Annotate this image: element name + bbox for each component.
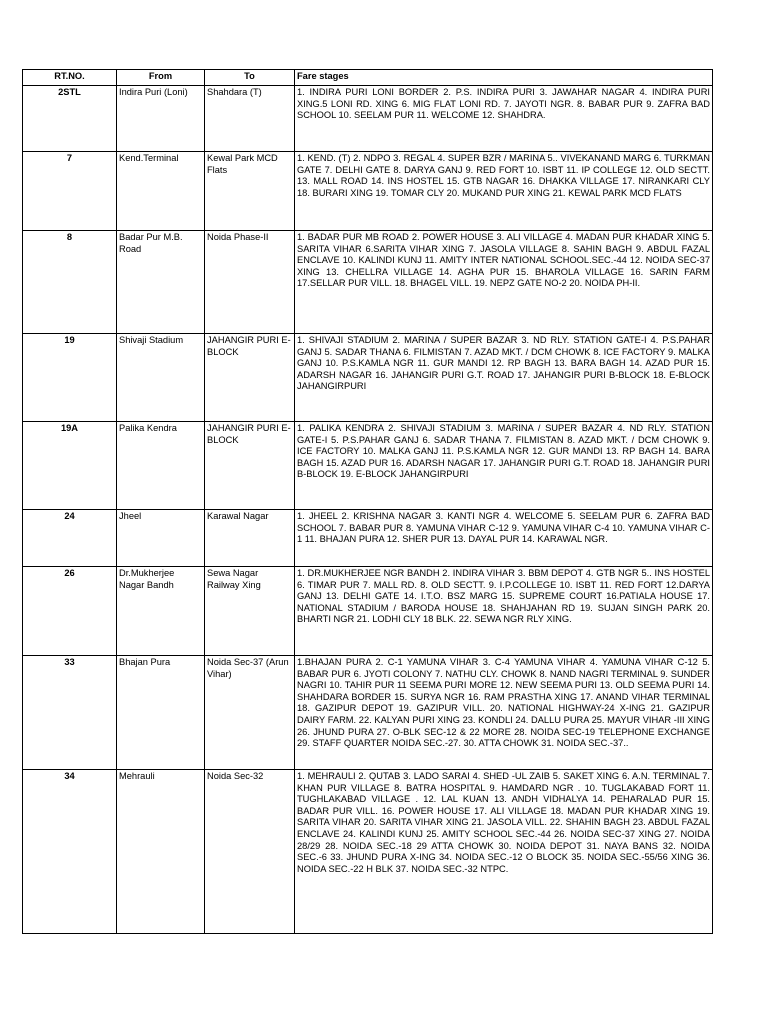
- route-to: Shahdara (T): [205, 86, 295, 152]
- table-row: [23, 86, 713, 152]
- route-number: 24: [23, 510, 117, 567]
- route-number: 7: [23, 152, 117, 231]
- route-to: JAHANGIR PURI E-BLOCK: [205, 422, 295, 510]
- route-to: Noida Sec-37 (Arun Vihar): [205, 656, 295, 770]
- route-fare-stages: 1. JHEEL 2. KRISHNA NAGAR 3. KANTI NGR 4. WELCOME 5. SEELAM PUR 6. ZAFRA BAD SCHOOL 7. BABAR PUR 8. YAMUNA VIHAR C-12 9. YAMUNA VIHAR C-4 10. YAMUNA VIHAR C-1 11. BHAJAN PURA 12. SHER PUR 13. DAYAL PUR 14. KARAWAL NGR.: [295, 510, 713, 567]
- header-fare-stages: Fare stages: [295, 70, 713, 86]
- route-fare-stages: 1. PALIKA KENDRA 2. SHIVAJI STADIUM 3. MARINA / SUPER BAZAR 4. ND RLY. STATION GATE-I 5. P.S.PAHAR GANJ 6. SADAR THANA 7. FILMISTAN 8. AZAD MKT. / DCM CHOWK 9. ICE FACTORY 10. MALKA GANJ 11. P.S.KAMLA NGR 12. GUR MANDI 13. RP BAGH 14. BARA BAGH 15. AZAD PUR 16. ADARSH NAGAR 17. JAHANGIR PURI G.T. ROAD 18. JAHANGIR PURI B-BLOCK 19. E-BLOCK JAHANGIRPURI: [295, 422, 713, 510]
- route-fare-table: [22, 69, 713, 934]
- table-row: [23, 770, 713, 934]
- route-from: Indira Puri (Loni): [117, 86, 205, 152]
- route-number: 8: [23, 231, 117, 334]
- table-row: [23, 510, 713, 567]
- route-from: Palika Kendra: [117, 422, 205, 510]
- table-row: [23, 656, 713, 770]
- route-fare-stages: 1. DR.MUKHERJEE NGR BANDH 2. INDIRA VIHAR 3. BBM DEPOT 4. GTB NGR 5.. INS HOSTEL 6. TIMAR PUR 7. MALL RD. 8. OLD SECTT. 9. I.P.COLLEGE 10. ISBT 11. RED FORT 12.DARYA GANJ 13. DELHI GATE 14. I.T.O. BSZ MARG 15. SUPREME COURT 16.PATIALA HOUSE 17. NATIONAL STADIUM / BARODA HOUSE 18. SHAHJAHAN RD 19. SUJAN SINGH PARK 20. BHARTI NGR 21. LODHI CLY 18 BLK. 22. SEWA NGR RLY XING.: [295, 567, 713, 656]
- route-from: Bhajan Pura: [117, 656, 205, 770]
- header-route-number: RT.NO.: [23, 70, 117, 86]
- table-row: [23, 334, 713, 422]
- route-to: Sewa Nagar Railway Xing: [205, 567, 295, 656]
- route-from: Badar Pur M.B. Road: [117, 231, 205, 334]
- route-from: Kend.Terminal: [117, 152, 205, 231]
- route-fare-stages: 1.BHAJAN PURA 2. C-1 YAMUNA VIHAR 3. C-4 YAMUNA VIHAR 4. YAMUNA VIHAR C-12 5. BABAR PUR 6. JYOTI COLONY 7. NATHU CLY. CHOWK 8. NAND NAGRI TERMINAL 9. SUNDER NAGRI 10. TAHIR PUR 11 SEEMA PURI MORE 12. NEW SEEMA PURI 13. OLD SEEMA PURI 14. SHAHDARA BORDER 15. SURYA NGR 16. RAM PRASTHA XING 17. ANAND VIHAR TERMINAL 18. GAZIPUR DEPOT 19. GAZIPUR VILL. 20. NATIONAL HIGHWAY-24 X-ING 21. GAZIPUR DAIRY FARM. 22. KALYAN PURI XING 23. KONDLI 24. DALLU PURA 25. MAYUR VIHAR -III XING 26. JHUND PURA 27. O-BLK SEC-12 & 22 MORE 28. NOIDA SEC-19 TELEPHONE EXCHANGE 29. STAFF QUARTER NOIDA SEC.-27. 30. ATTA CHOWK 31. NOIDA SEC.-37..: [295, 656, 713, 770]
- table-row: [23, 152, 713, 231]
- table-row: [23, 231, 713, 334]
- route-from: Shivaji Stadium: [117, 334, 205, 422]
- table-row: [23, 422, 713, 510]
- route-to: Kewal Park MCD Flats: [205, 152, 295, 231]
- route-to: Noida Sec-32: [205, 770, 295, 934]
- table-row: [23, 567, 713, 656]
- route-to: Karawal Nagar: [205, 510, 295, 567]
- route-number: 19A: [23, 422, 117, 510]
- route-fare-stages: 1. BADAR PUR MB ROAD 2. POWER HOUSE 3. ALI VILLAGE 4. MADAN PUR KHADAR XING 5. SARITA VIHAR 6.SARITA VIHAR XING 7. JASOLA VILLAGE 8. SAHIN BAGH 9. ABDUL FAZAL ENCLAVE 10. KALINDI KUNJ 11. AMITY INTER NATIONAL SCHOOL.SEC.-44 12. NOIDA SEC-37 XING 13. CHELLRA VILLAGE 14. AGHA PUR 15. BHAROLA VILLAGE 16. SARIN FARM 17.SELLAR PUR VILL. 18. BHAGEL VILL. 19. NEPZ GATE NO-2 20. NOIDA PH-II.: [295, 231, 713, 334]
- header-from: From: [117, 70, 205, 86]
- route-fare-stages: 1. MEHRAULI 2. QUTAB 3. LADO SARAI 4. SHED -UL ZAIB 5. SAKET XING 6. A.N. TERMINAL 7. KHAN PUR VILLAGE 8. BATRA HOSPITAL 9. HAMDARD NGR . 10. TUGLAKABAD FORT 11. TUGHLAKABAD VILLAGE . 12. LAL KUAN 13. ANDH VIDHALYA 14. PEHARALAD PUR 15. BADAR PUR VILL. 16. POWER HOUSE 17. ALI VILLAGE 18. MADAN PUR KHADAR XING 19. SARITA VIHAR 20. SARITA VIHAR XING 21. JASOLA VILL. 22. SHAHIN BAGH 23. ABDUL FAZAL ENCLAVE 24. KALINDI KUNJ 25. AMITY SCHOOL SEC.-44 26. NOIDA SEC-37 XING 27. NOIDA 28/29 28. NOIDA SEC.-18 29 ATTA CHOWK 30. NOIDA DEPOT 31. NAYA BANS 32. NOIDA SEC.-6 33. JHUND PURA X-ING 34. NOIDA SEC.-12 O BLOCK 35. NOIDA SEC.-55/56 XING 36. NOIDA SEC.-22 H BLK 37. NOIDA SEC.-32 NTPC.: [295, 770, 713, 934]
- header-to: To: [205, 70, 295, 86]
- route-number: 26: [23, 567, 117, 656]
- route-to: Noida Phase-II: [205, 231, 295, 334]
- route-from: Jheel: [117, 510, 205, 567]
- route-number: 19: [23, 334, 117, 422]
- route-to: JAHANGIR PURI E-BLOCK: [205, 334, 295, 422]
- route-number: 34: [23, 770, 117, 934]
- route-fare-stages: 1. KEND. (T) 2. NDPO 3. REGAL 4. SUPER BZR / MARINA 5.. VIVEKANAND MARG 6. TURKMAN GATE 7. DELHI GATE 8. DARYA GANJ 9. RED FORT 10. ISBT 11. IP COLLEGE 12. OLD SECTT. 13. MALL ROAD 14. INS HOSTEL 15. GTB NAGAR 16. DHAKKA VILLAGE 17. NIRANKARI CLY 18. BURARI XING 19. TOMAR CLY 20. MUKAND PUR XING 21. KEWAL PARK MCD FLATS: [295, 152, 713, 231]
- table-header-row: [23, 70, 713, 86]
- route-fare-stages: 1. INDIRA PURI LONI BORDER 2. P.S. INDIRA PURI 3. JAWAHAR NAGAR 4. INDIRA PURI XING.5 LONI RD. XING 6. MIG FLAT LONI RD. 7. JAYOTI NGR. 8. BABAR PUR 9. ZAFRA BAD SCHOOL 10. SEELAM PUR 11. WELCOME 12. SHAHDRA.: [295, 86, 713, 152]
- route-number: 33: [23, 656, 117, 770]
- route-number: 2STL: [23, 86, 117, 152]
- route-from: Mehrauli: [117, 770, 205, 934]
- route-fare-stages: 1. SHIVAJI STADIUM 2. MARINA / SUPER BAZAR 3. ND RLY. STATION GATE-I 4. P.S.PAHAR GANJ 5. SADAR THANA 6. FILMISTAN 7. AZAD MKT. / DCM CHOWK 8. ICE FACTORY 9. MALKA GANJ 10. P.S.KAMLA NGR 11. GUR MANDI 12. RP BAGH 13. BARA BAGH 14. AZAD PUR 15. ADARSH NAGAR 16. JAHANGIR PURI G.T. ROAD 17. JAHANGIR PURI B-BLOCK 18. E-BLOCK JAHANGIRPURI: [295, 334, 713, 422]
- route-from: Dr.Mukherjee Nagar Bandh: [117, 567, 205, 656]
